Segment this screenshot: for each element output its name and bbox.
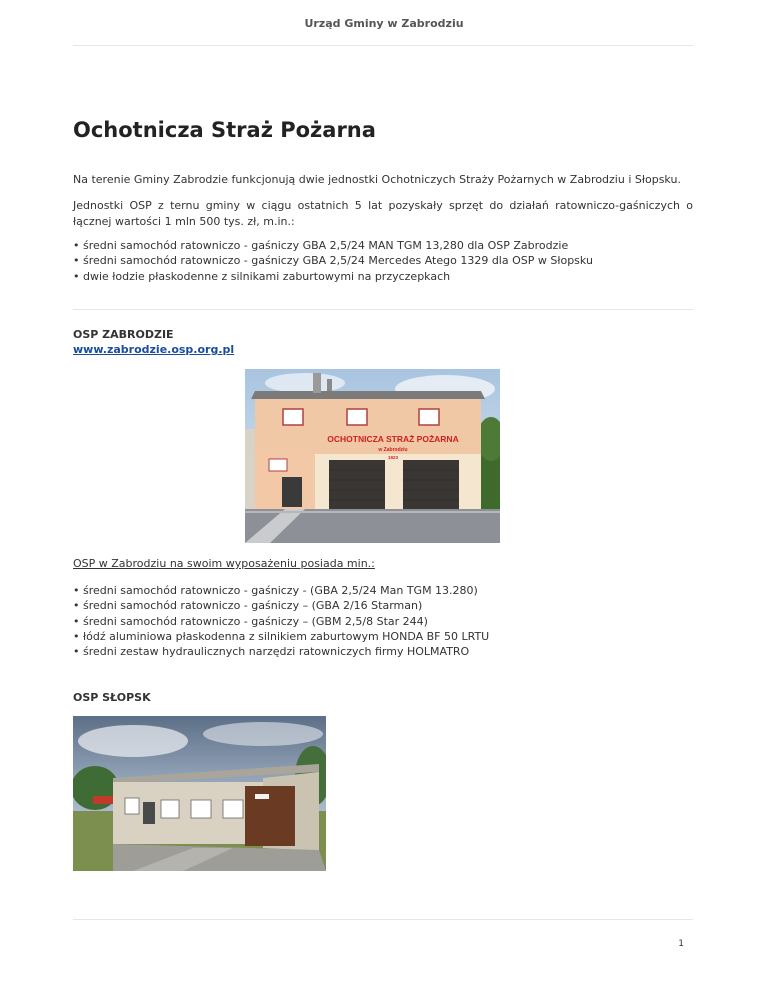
list-item: • dwie łodzie płaskodenne z silnikami zaburtowymi na przyczepkach bbox=[73, 269, 593, 284]
list-item: • średni samochód ratowniczo - gaśniczy – (GBA 2/16 Starman) bbox=[73, 598, 489, 613]
equipment-paragraph: Jednostki OSP z ternu gminy w ciągu ostatnich 5 lat pozyskały sprzęt do działań ratowniczo-gaśniczych o łącznej wartości 1 mln 500 tys. zł, m.in.: bbox=[73, 199, 693, 228]
page-title: Ochotnicza Straż Pożarna bbox=[73, 118, 376, 142]
document-header: Urząd Gminy w Zabrodziu bbox=[304, 17, 464, 30]
station-sign-subtitle: w Zabrodziu bbox=[378, 447, 408, 453]
section-title-slopsk: OSP SŁOPSK bbox=[73, 691, 151, 704]
station-sign: OCHOTNICZA STRAŻ POŻARNA bbox=[327, 434, 459, 444]
section-title-zabrodzie: OSP ZABRODZIE bbox=[73, 328, 174, 341]
osp-zabrodzie-link[interactable]: www.zabrodzie.osp.org.pl bbox=[73, 343, 235, 356]
list-item: • średni samochód ratowniczo - gaśniczy – (GBM 2,5/8 Star 244) bbox=[73, 614, 489, 629]
slopsk-station-photo bbox=[73, 716, 326, 871]
footer-divider bbox=[73, 919, 693, 920]
intro-paragraph: Na terenie Gminy Zabrodzie funkcjonują dwie jednostki Ochotniczych Straży Pożarnych w Zabrodziu i Słopsku. bbox=[73, 173, 681, 186]
zabrodzie-equipment-list bbox=[73, 583, 489, 659]
list-item: • średni samochód ratowniczo - gaśniczy - (GBA 2,5/24 Man TGM 13.280) bbox=[73, 583, 489, 598]
zabrodzie-equipment-subheading: OSP w Zabrodziu na swoim wyposażeniu posiada min.: bbox=[73, 557, 375, 570]
zabrodzie-station-photo bbox=[245, 369, 500, 543]
page-number: 1 bbox=[678, 939, 684, 949]
list-item: • łódź aluminiowa płaskodenna z silnikiem zaburtowym HONDA BF 50 LRTU bbox=[73, 629, 489, 644]
list-item: • średni samochód ratowniczo - gaśniczy GBA 2,5/24 Mercedes Atego 1329 dla OSP w Słopsku bbox=[73, 253, 593, 268]
equipment-list bbox=[73, 238, 593, 284]
section-divider bbox=[73, 309, 693, 310]
list-item: • średni zestaw hydraulicznych narzędzi ratowniczych firmy HOLMATRO bbox=[73, 644, 489, 659]
list-item: • średni samochód ratowniczo - gaśniczy GBA 2,5/24 MAN TGM 13,280 dla OSP Zabrodzie bbox=[73, 238, 593, 253]
station-sign-year: 1923 bbox=[387, 455, 399, 460]
header-divider bbox=[73, 45, 693, 46]
